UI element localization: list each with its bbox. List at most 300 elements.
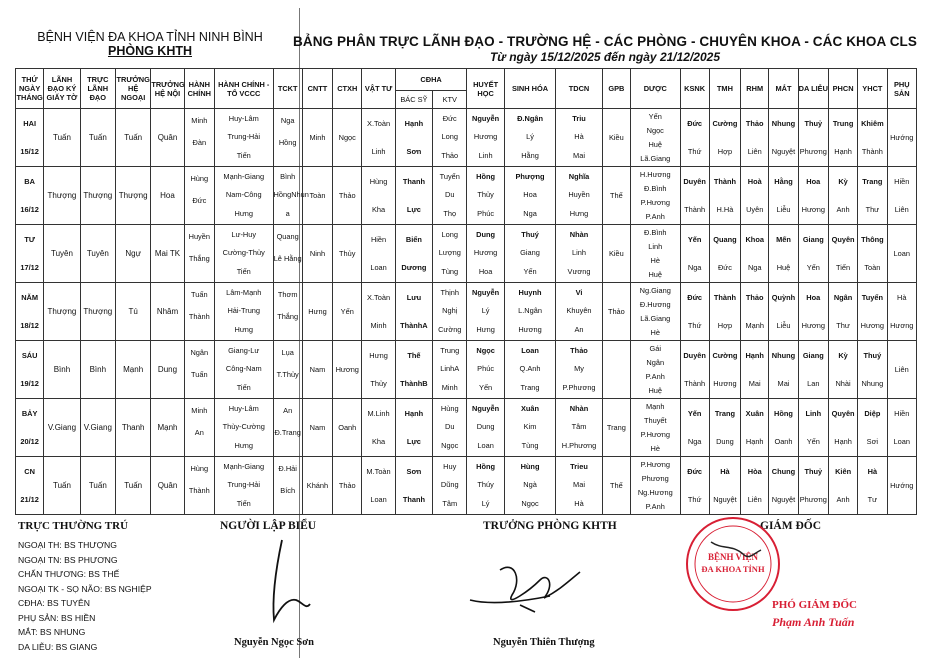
cell-line: Ngân [190, 347, 209, 357]
cell-line: Toàn [864, 262, 881, 272]
lanhdao-ky-cell [44, 341, 80, 399]
cell-line: Hạnh [834, 146, 852, 156]
cell-line: BẢY [21, 408, 38, 418]
cell-line: Hưng [234, 325, 253, 335]
table-row [16, 341, 917, 399]
truonghe-noi-cell [151, 399, 184, 457]
cell-line: Tiến [236, 383, 251, 393]
cell-line: Ngọc [521, 499, 539, 509]
cell-line: LinhA [440, 364, 460, 374]
cell-text: Nhâm [156, 306, 179, 316]
cell-text: Loan [893, 248, 910, 258]
document-title: BẢNG PHÂN TRỰC LÃNH ĐẠO - TRƯỜNG HỆ - CÁC PHÒNG - CHUYÊN KHOA - CÁC KHOA CLS [293, 34, 917, 49]
col-sinhhoa: SINH HÓA [504, 69, 556, 109]
ctxh-cell [333, 283, 362, 341]
cell-line: Hương [890, 320, 914, 330]
cell-line: Bình [280, 171, 296, 181]
cell-line: Minh [191, 115, 208, 125]
cell-line: Hương [801, 320, 825, 330]
svg-text:ĐA KHOA TỈNH: ĐA KHOA TỈNH [701, 564, 765, 574]
cell-line: Huệ [648, 139, 663, 149]
sinhhoa-cell [504, 341, 556, 399]
cell-line: Khuyên [566, 306, 592, 316]
col-gpb: GPB [602, 69, 630, 109]
truonghe-noi-cell [151, 109, 184, 167]
hanhchinh-cell [184, 167, 214, 225]
cell-line: Du [445, 190, 455, 200]
cell-line: Minh [191, 405, 208, 415]
cell-line: H.Hương [639, 169, 671, 179]
cell-line: Lã.Giang [640, 313, 671, 323]
resident-duty-line: NGOẠI TK - SỌ NÃO: BS NGHIỆP [18, 583, 152, 594]
cell-line: Thơm [277, 289, 298, 299]
col-tckt: TCKT [273, 69, 302, 109]
cdha-ktv-cell [433, 167, 467, 225]
tmh-cell [709, 225, 740, 283]
cell-line: Hiền [894, 408, 910, 418]
cdha-bs-cell [395, 399, 432, 457]
cell-line: Sơn [406, 466, 422, 476]
huyethoc-cell [467, 283, 504, 341]
cell-line: Thư [865, 204, 880, 214]
dalieu-cell [798, 341, 828, 399]
cell-line: CN [24, 466, 35, 476]
cell-line: Lượng [438, 248, 461, 258]
department-name: PHÒNG KHTH [107, 44, 193, 58]
cell-line: Thủy [370, 378, 387, 388]
tckt-cell [273, 167, 309, 225]
cell-line: Hồng [476, 171, 496, 181]
yhct-cell [858, 457, 887, 515]
cell-line: Quang [276, 231, 299, 241]
cell-line: Thành [713, 292, 737, 302]
gpb-cell [602, 399, 630, 457]
cell-line: Hè [650, 327, 660, 337]
cell-line: HAI [23, 118, 36, 128]
cell-line: Ngọc [476, 345, 495, 355]
cell-line: BA [24, 176, 35, 186]
hanhchinh-to-cell [214, 167, 273, 225]
col-hanhchinh: HÀNH CHÍNH [184, 69, 214, 109]
phcn-cell [828, 167, 857, 225]
cell-line: Dung [716, 436, 734, 446]
cell-line: Anh [836, 204, 850, 214]
yhct-cell [858, 399, 887, 457]
col-cdha: CĐHA [395, 69, 467, 91]
gpb-cell [602, 167, 630, 225]
tckt-cell [273, 399, 302, 457]
cell-line: 21/12 [20, 494, 39, 504]
cell-line: Lý [526, 132, 534, 142]
col-lanhdao-ky: LÃNH ĐẠO KÝ GIẤY TỜ [44, 69, 80, 109]
truonghe-noi-cell [151, 225, 184, 283]
cell-line: Yến [806, 262, 820, 272]
deputy-director-block [772, 599, 857, 630]
preparer-signature [262, 538, 322, 628]
cell-line: M.Linh [367, 408, 390, 418]
cell-text: Thượng [83, 306, 113, 316]
cell-line: Nhàn [569, 403, 589, 413]
cell-line: Trieu [570, 461, 588, 471]
cell-line: Lê Hằng [273, 253, 302, 263]
cell-line: Phương [799, 494, 827, 504]
tmh-cell [709, 399, 740, 457]
cell-line: Tiến [236, 499, 251, 509]
cell-line: Giang [802, 234, 824, 244]
lanhdao-ky-cell [44, 399, 80, 457]
cntt-cell [302, 399, 332, 457]
cell-line: Lư-Huy [231, 229, 257, 239]
duoc-cell [631, 167, 680, 225]
cell-text: Ngọc [338, 132, 356, 142]
tckt-cell [273, 341, 302, 399]
col-cdha-bs: BÁC SỸ [395, 91, 432, 109]
col-phcn: PHCN [828, 69, 857, 109]
cell-line: Hưng [569, 209, 589, 219]
cell-text: Hương [335, 364, 359, 374]
cell-line: Quang [713, 234, 737, 244]
cell-line: Hùng [440, 403, 459, 413]
cell-line: Mạnh-Giang [223, 461, 265, 471]
hospital-header [20, 30, 280, 58]
tckt-cell [273, 457, 302, 515]
cdha-bs-cell [395, 225, 432, 283]
cell-line: HồngNhun [273, 190, 309, 200]
cell-line: NĂM [21, 292, 39, 302]
cell-line: Ngà [523, 480, 537, 490]
tckt-cell [273, 225, 302, 283]
cntt-cell [302, 225, 332, 283]
cntt-cell [302, 457, 332, 515]
col-rhm: RHM [741, 69, 769, 109]
cell-line: Thành [861, 146, 883, 156]
preparer-name: Nguyễn Ngọc Sơn [234, 637, 314, 648]
cdha-ktv-cell [433, 457, 467, 515]
cell-line: Thúy [477, 480, 494, 490]
cell-text: Tuấn [52, 132, 71, 142]
tmh-cell [709, 283, 740, 341]
cell-line: Hùng [190, 173, 209, 183]
resident-duty-line: DA LIỄU: BS GIANG [18, 641, 98, 652]
dalieu-cell [798, 399, 828, 457]
cell-line: Chung [771, 466, 796, 476]
cell-line: Đức [687, 118, 703, 128]
cell-line: Nga [523, 209, 537, 219]
cell-line: Hoa [478, 267, 493, 277]
col-day: THỨ NGÀY THÁNG [16, 69, 44, 109]
yhct-cell [858, 167, 887, 225]
cell-line: Yến [687, 408, 702, 418]
cell-line: Lâm-Mạnh [226, 287, 262, 297]
sinhhoa-cell [504, 225, 556, 283]
col-ksnk: KSNK [680, 69, 709, 109]
cell-line: Đức [717, 262, 732, 272]
tmh-cell [709, 167, 740, 225]
cell-line: Phượng [515, 171, 545, 181]
cell-text: Thượng [118, 190, 148, 200]
cell-line: Đ.Hương [639, 299, 671, 309]
ctxh-cell [333, 457, 362, 515]
cell-line: Kỳ [838, 350, 848, 360]
cell-line: Minh [441, 383, 458, 393]
cell-line: T.Thủy [276, 369, 299, 379]
hanhchinh-cell [184, 225, 214, 283]
cell-line: Hà [574, 499, 584, 509]
cell-text: Yến [340, 306, 354, 316]
cell-line: Cường [712, 350, 738, 360]
cell-text: Thượng [47, 190, 77, 200]
cell-line: Thuỷ [804, 118, 823, 128]
cell-text: Hưng [308, 306, 327, 316]
cell-line: SÁU [21, 350, 38, 360]
rhm-cell [741, 341, 769, 399]
cell-line: Thanh [402, 494, 425, 504]
truonghe-ngoai-cell [115, 109, 150, 167]
cell-line: Hương [801, 204, 825, 214]
cell-line: 17/12 [20, 262, 39, 272]
cell-line: Đ.Bình [643, 183, 667, 193]
hanhchinh-to-cell [214, 457, 273, 515]
tdcn-cell [556, 109, 602, 167]
truc-lanhdao-cell [80, 457, 115, 515]
resident-duty-line: CHẤN THƯƠNG: BS THẾ [18, 569, 120, 579]
ctxh-cell [333, 399, 362, 457]
cell-text: Quân [157, 132, 178, 142]
day-cell [16, 399, 44, 457]
cell-text: Ngự [125, 248, 141, 258]
schedule-body [16, 109, 917, 515]
cell-line: Hùng [520, 461, 540, 471]
cell-line: Huy [443, 461, 457, 471]
cell-line: Hương [473, 132, 498, 142]
cdha-ktv-cell [433, 109, 467, 167]
cell-line: Linh [805, 408, 822, 418]
cell-line: Nguyệt [771, 146, 796, 156]
truonghe-noi-cell [151, 167, 184, 225]
truonghe-ngoai-cell [115, 283, 150, 341]
truonghe-ngoai-cell [115, 225, 150, 283]
col-truc-lanhdao: TRỰC LÃNH ĐẠO [80, 69, 115, 109]
cell-line: Lã.Giang [640, 153, 671, 163]
cell-line: Trung-Hải [227, 132, 261, 142]
phcn-cell [828, 457, 857, 515]
cell-line: Hạnh [745, 350, 764, 360]
cell-line: Hằng [521, 151, 539, 161]
table-row [16, 109, 917, 167]
cell-text: Thanh [121, 422, 145, 432]
cell-line: Dung [476, 422, 495, 432]
tmh-cell [709, 457, 740, 515]
cell-line: Hà [720, 466, 730, 476]
lanhdao-ky-cell [44, 283, 80, 341]
cell-line: Trung-Hải [227, 480, 261, 490]
tdcn-cell [556, 457, 602, 515]
cell-line: Ngọc [441, 441, 459, 451]
resident-duty-line: MẮT: BS NHUNG [18, 627, 86, 637]
cell-text: Tuấn [124, 132, 143, 142]
cell-line: M.Toàn [366, 466, 391, 476]
cell-text: Tuấn [124, 480, 143, 490]
cell-line: Mạnh-Giang [223, 171, 265, 181]
cell-line: Mến [776, 234, 791, 244]
cell-line: Thứ [687, 320, 702, 330]
dalieu-cell [798, 167, 828, 225]
cell-line: Loan [521, 345, 539, 355]
cell-text: Liên [894, 364, 909, 374]
cell-line: Linh [572, 248, 586, 258]
cell-line: Huynh [518, 287, 542, 297]
cell-text: Mai TK [154, 248, 181, 258]
phcn-cell [828, 225, 857, 283]
hanhchinh-to-cell [214, 341, 273, 399]
cell-line: Liên [747, 494, 762, 504]
cell-line: Hè [650, 443, 660, 453]
rhm-cell [741, 457, 769, 515]
cell-line: Phương [641, 473, 669, 483]
tmh-cell [709, 341, 740, 399]
cell-line: Huyền [568, 190, 590, 200]
cell-line: Tư [867, 494, 878, 504]
duoc-cell [631, 225, 680, 283]
cell-line: Thế [407, 350, 421, 360]
phusan-cell [887, 341, 917, 399]
cell-text: Mạnh [157, 422, 178, 432]
cell-line: X.Toàn [367, 292, 391, 302]
preparer-title: NGƯỜI LẬP BIỂU [220, 520, 317, 532]
cell-line: Nguyệt [771, 494, 796, 504]
cell-line: Hoa [523, 190, 537, 200]
cell-text: Tuấn [52, 480, 71, 490]
cell-line: Tùng [441, 267, 459, 277]
cell-line: Phương [799, 146, 827, 156]
cell-line: Thư [836, 320, 850, 330]
cell-line: Hoà [747, 176, 762, 186]
cell-line: H.Hà [716, 204, 734, 214]
cell-line: Yến [648, 111, 662, 121]
cell-line: Bích [280, 485, 296, 495]
cell-line: Quyên [831, 234, 855, 244]
cell-line: Nguyệt [713, 494, 737, 504]
tdcn-cell [556, 283, 602, 341]
truc-lanhdao-cell [80, 341, 115, 399]
cell-line: Liễu [776, 204, 791, 214]
cell-line: Nga [747, 262, 762, 272]
phcn-cell [828, 283, 857, 341]
cell-line: Tiến [236, 267, 251, 277]
cell-line: An [283, 405, 293, 415]
cell-line: Tâm [442, 499, 458, 509]
cell-line: Quỳnh [771, 292, 796, 302]
cell-line: Liên [747, 146, 762, 156]
dalieu-cell [798, 457, 828, 515]
cell-line: Liễu [776, 320, 791, 330]
sinhhoa-cell [504, 283, 556, 341]
rhm-cell [741, 109, 769, 167]
cell-line: Tiến [236, 151, 251, 161]
sinhhoa-cell [504, 457, 556, 515]
cell-text: Oanh [338, 422, 357, 432]
cell-line: Thuyết [643, 415, 667, 425]
cell-line: P.Anh [645, 501, 665, 511]
cell-line: Vi [575, 287, 583, 297]
ksnk-cell [680, 399, 709, 457]
cell-line: Nguyễn [472, 403, 500, 413]
cell-line: Trung [832, 118, 854, 128]
cell-line: Duyên [683, 350, 706, 360]
cdha-bs-cell [395, 167, 432, 225]
phusan-cell [887, 225, 917, 283]
cell-line: Tuyển [861, 292, 883, 302]
col-hanhchinh-to: HÀNH CHÍNH - TỔ VCCC [214, 69, 273, 109]
cell-line: Lý [481, 306, 490, 316]
mat-cell [769, 167, 798, 225]
yhct-cell [858, 341, 887, 399]
cell-line: Quyên [831, 408, 855, 418]
hanhchinh-to-cell [214, 283, 273, 341]
cell-line: Hùng [190, 463, 209, 473]
cell-line: Diệp [864, 408, 881, 418]
cell-line: Hùng [369, 176, 388, 186]
vattu-cell [362, 167, 395, 225]
cell-text: Tuyên [86, 248, 109, 258]
cell-line: Giang [520, 248, 540, 258]
head-khth-signature [460, 550, 590, 620]
gpb-cell [602, 283, 630, 341]
ctxh-cell [333, 341, 362, 399]
cell-line: Dương [401, 262, 427, 272]
svg-text:BỆNH VIỆN: BỆNH VIỆN [707, 552, 759, 562]
cell-line: Huệ [776, 262, 791, 272]
mat-cell [769, 341, 798, 399]
head-khth-title: TRƯỞNG PHÒNG KHTH [483, 520, 617, 532]
cell-text: Quân [157, 480, 178, 490]
mat-cell [769, 457, 798, 515]
truonghe-noi-cell [151, 283, 184, 341]
cell-line: Duyên [683, 176, 706, 186]
phusan-cell [887, 109, 917, 167]
cdha-ktv-cell [433, 399, 467, 457]
cell-line: Tuấn [191, 369, 208, 379]
cell-line: Huy-Lâm [228, 403, 259, 413]
cell-line: Lan [807, 378, 820, 388]
cell-line: Loan [370, 494, 387, 504]
ksnk-cell [680, 457, 709, 515]
tdcn-cell [556, 399, 602, 457]
huyethoc-cell [467, 109, 504, 167]
mat-cell [769, 283, 798, 341]
cell-line: Mai [748, 378, 761, 388]
gpb-cell [602, 109, 630, 167]
cell-line: ThànhA [400, 320, 428, 330]
cell-line: Đ.Hải [278, 463, 297, 473]
cell-line: Ng.Hương [637, 487, 673, 497]
cell-line: Nga [687, 262, 702, 272]
table-row [16, 167, 917, 225]
cell-line: P.Anh [645, 211, 665, 221]
cell-text: Thủy [339, 248, 356, 258]
cell-line: Thảo [745, 292, 764, 302]
cell-line: Đức [442, 113, 457, 123]
cell-line: Cường-Thủy [222, 248, 265, 258]
cell-line: Hợp [717, 146, 733, 156]
cell-line: My [574, 364, 584, 374]
ksnk-cell [680, 341, 709, 399]
cell-line: Du [445, 422, 455, 432]
cdha-bs-cell [395, 457, 432, 515]
ksnk-cell [680, 283, 709, 341]
cell-line: TƯ [24, 234, 35, 244]
lanhdao-ky-cell [44, 167, 80, 225]
